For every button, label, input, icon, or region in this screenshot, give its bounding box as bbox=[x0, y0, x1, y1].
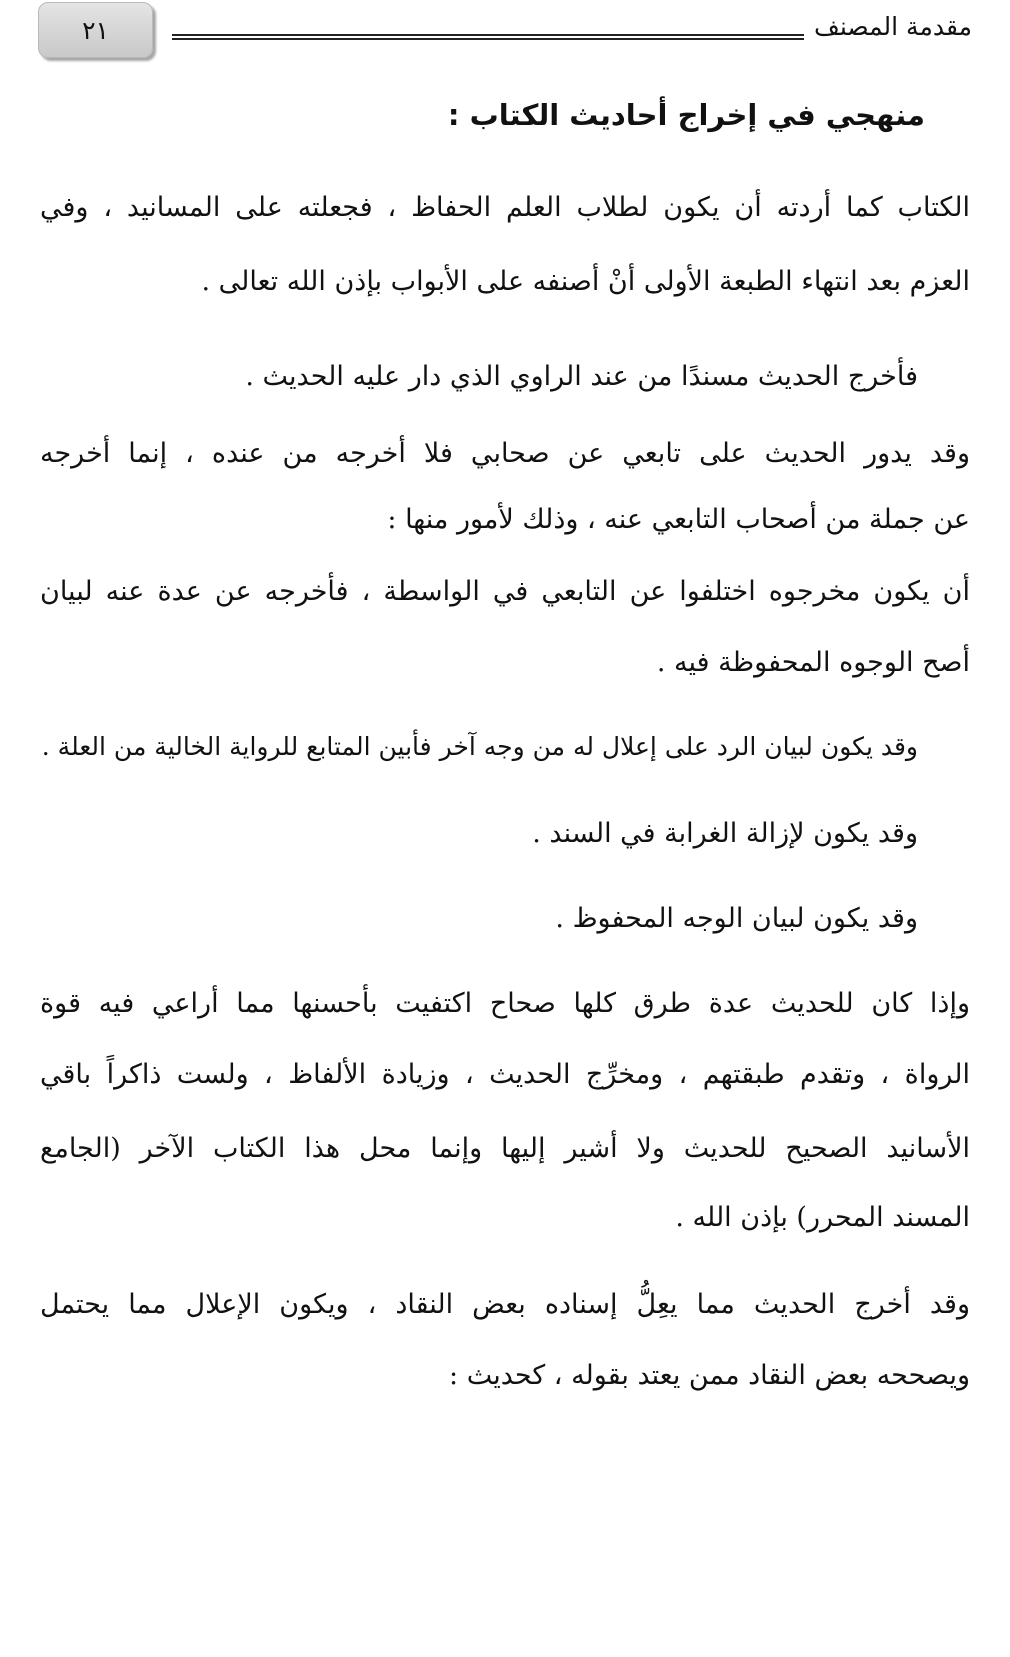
body-line: فأخرج الحديث مسندًا من عند الراوي الذي دار عليه الحديث . bbox=[245, 361, 918, 392]
body-line: وإذا كان للحديث عدة طرق كلها صحاح اكتفيت بأحسنها مما أراعي فيه قوة bbox=[40, 988, 970, 1019]
body-line: المسند المحرر) بإذن الله . bbox=[675, 1202, 970, 1233]
body-line: أن يكون مخرجوه اختلفوا عن التابعي في الواسطة ، فأخرجه عن عدة عنه لبيان bbox=[40, 576, 970, 607]
body-line: أصح الوجوه المحفوظة فيه . bbox=[656, 647, 970, 678]
body-line: الكتاب كما أردته أن يكون لطلاب العلم الحفاظ ، فجعلته على المسانيد ، وفي bbox=[40, 192, 970, 223]
body-line: وقد يكون لبيان الرد على إعلال له من وجه آخر فأبين المتابع للرواية الخالية من العلة . bbox=[41, 732, 918, 761]
body-line: العزم بعد انتهاء الطبعة الأولى أنْ أصنفه على الأبواب بإذن الله تعالى . bbox=[201, 266, 970, 297]
body-line: عن جملة من أصحاب التابعي عنه ، وذلك لأمور منها : bbox=[387, 504, 970, 535]
body-line: ويصححه بعض النقاد ممن يعتد بقوله ، كحديث : bbox=[449, 1360, 970, 1391]
header-rule bbox=[172, 34, 804, 40]
page-number: ٢١ bbox=[82, 15, 109, 45]
body-line: وقد يكون لبيان الوجه المحفوظ . bbox=[555, 903, 918, 934]
section-heading: منهجي في إخراج أحاديث الكتاب : bbox=[447, 98, 925, 132]
running-title: مقدمة المصنف bbox=[813, 12, 972, 41]
page-number-badge bbox=[38, 2, 153, 58]
body-line: وقد أخرج الحديث مما يعِلُّ إسناده بعض النقاد ، ويكون الإعلال مما يحتمل bbox=[40, 1289, 970, 1320]
body-line: وقد يكون لإزالة الغرابة في السند . bbox=[532, 818, 918, 849]
body-line: الأسانيد الصحيح للحديث ولا أشير إليها وإنما محل هذا الكتاب الآخر (الجامع bbox=[40, 1133, 970, 1164]
body-line: وقد يدور الحديث على تابعي عن صحابي فلا أخرجه من عنده ، إنما أخرجه bbox=[40, 438, 970, 469]
body-line: الرواة ، وتقدم طبقتهم ، ومخرِّج الحديث ، وزيادة الألفاظ ، ولست ذاكراً باقي bbox=[40, 1059, 970, 1090]
